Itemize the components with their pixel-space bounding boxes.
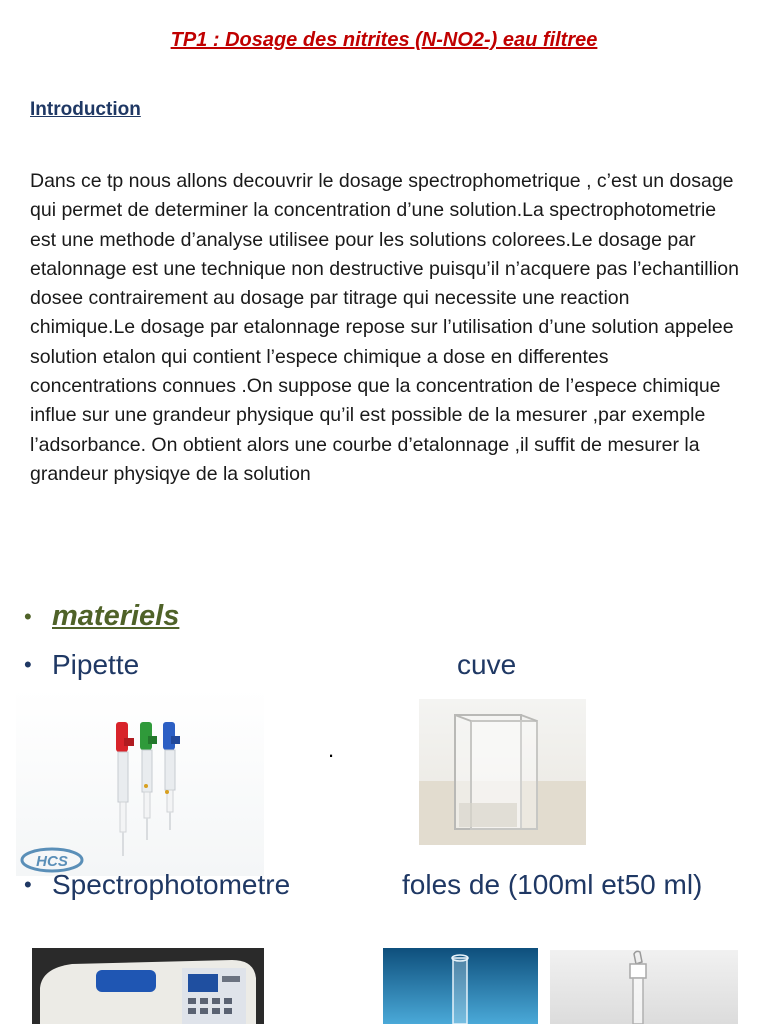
spectrophotometre-image (32, 948, 264, 1024)
pipette-item (24, 649, 139, 681)
introduction-paragraph: Dans ce tp nous allons decouvrir le dosage spectrophometrique , c’est un dosage qui permet de determiner la concentration d’une solution.La spectrophotometrie est une methode d’analyse utilisee pour les solutions colorees.Le dosage par etalonnage est une technique non destructive puisqu’il n’acquere pas l’echantillion dosee contrairement au dosage par titrage qui necessite une reaction chimique.Le dosage par etalonnage repose sur l’utilisation d’une solution appelee solution etalon qui contient l’espece chimique a dose en differentes concentrations connues .On suppose que la concentration de l’espece chimique influe sur une grandeur physique qu’il est possible de la mesurer ,par exemple l’adsorbance. On obtient alors une courbe d’etalonnage ,il suffit de mesurer la grandeur physiqye de la solution (30, 170, 739, 485)
materiels-heading: materiels (52, 600, 180, 632)
materiels-heading-item (24, 600, 179, 633)
hcs-logo: HCS (36, 853, 68, 870)
fiole-100ml-image (383, 948, 538, 1024)
pipette-label: Pipette (52, 649, 140, 680)
foles-label: foles de (100ml et50 ml) (402, 869, 703, 900)
document-title: TP1 : Dosage des nitrites (N-NO2-) eau filtree (170, 29, 598, 51)
spectrophotometre-item (24, 869, 290, 901)
pipette-image (16, 688, 264, 876)
bullet-icon: • (24, 652, 32, 677)
bullet-icon: • (24, 603, 32, 629)
bullet-icon: • (24, 872, 32, 897)
cuve-label: cuve (457, 649, 517, 680)
stray-dot: . (328, 737, 335, 762)
introduction-heading: Introduction (30, 99, 141, 120)
spectrophotometre-label: Spectrophotometre (52, 869, 291, 900)
cuve-image (419, 699, 586, 845)
fiole-50ml-image (550, 950, 738, 1024)
